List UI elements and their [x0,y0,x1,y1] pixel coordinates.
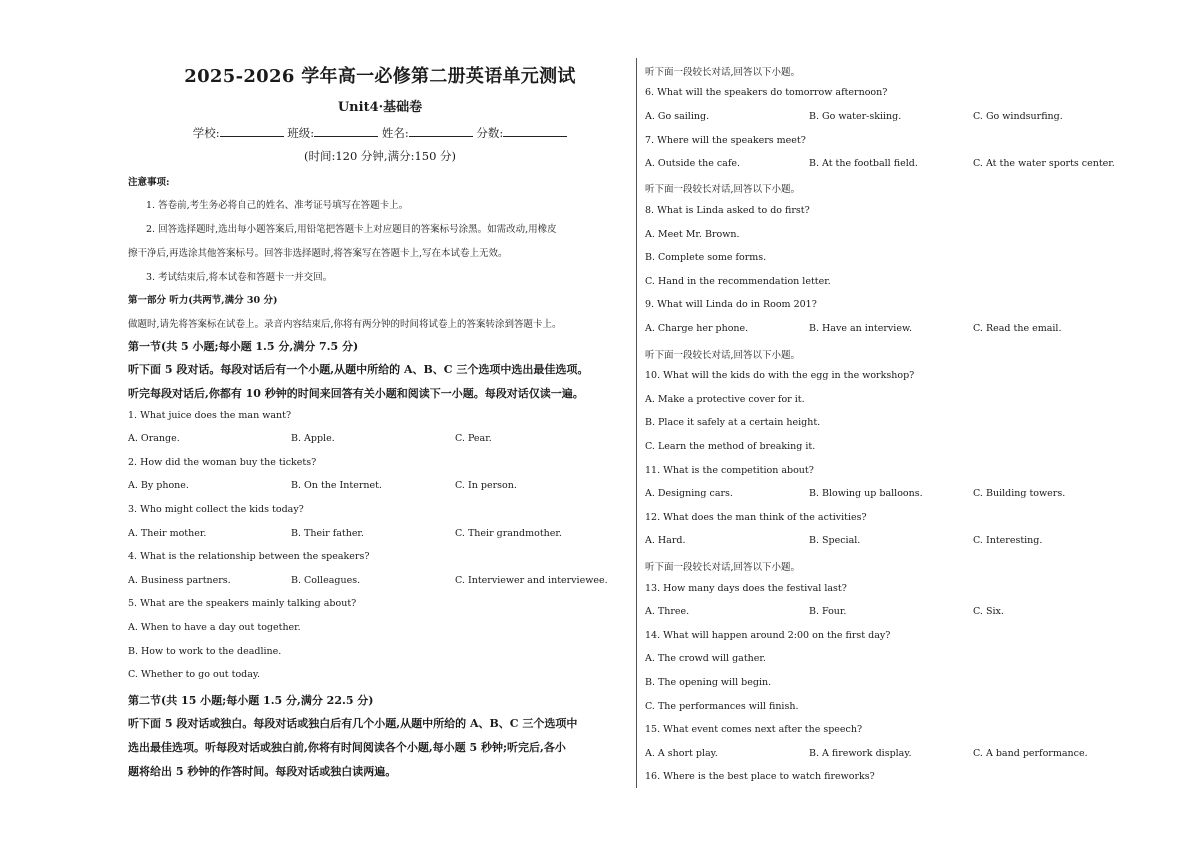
note-1: 1. 答卷前,考生务必将自己的姓名、准考证号填写在答题卡上。 [146,200,409,211]
sec1-instr-a: 听下面 5 段对话。每段对话后有一个小题,从题中所给的 A、B、C 三个选项中选出最佳选项。 [128,363,589,376]
q11-stem: 11. What is the competition about? [645,465,814,476]
q14-option-a[interactable]: A. The crowd will gather. [645,653,766,664]
q9-option-a[interactable]: A. Charge her phone. [645,323,749,334]
student-info-line [128,124,632,141]
q5-stem: 5. What are the speakers mainly talking about? [128,598,357,609]
q3-stem: 3. Who might collect the kids today? [128,504,304,515]
class-label: 班级: [287,126,315,140]
q6-option-c[interactable]: C. Go windsurfing. [973,111,1063,122]
exam-subtitle: Unit4·基础卷 [337,100,423,115]
note-2b: 擦干净后,再选涂其他答案标号。回答非选择题时,将答案写在答题卡上,写在本试卷上无效。 [128,248,508,259]
q1-stem: 1. What juice does the man want? [128,410,292,421]
score-label: 分数: [476,126,504,140]
q12-option-c[interactable]: C. Interesting. [973,535,1043,546]
q8-stem: 8. What is Linda asked to do first? [645,205,810,216]
q8-option-c[interactable]: C. Hand in the recommendation letter. [645,276,831,287]
notes-heading: 注意事项: [128,177,170,188]
q3-option-c[interactable]: C. Their grandmother. [455,528,562,539]
q4-option-c[interactable]: C. Interviewer and interviewee. [455,575,608,586]
lead-3: 听下面一段较长对话,回答以下小题。 [645,350,801,361]
q16-stem: 16. Where is the best place to watch fireworks? [645,771,875,782]
sec1-heading: 第一节(共 5 小题;每小题 1.5 分,满分 7.5 分) [128,340,359,353]
name-label: 姓名: [381,126,409,140]
part1-heading: 第一部分 听力(共两节,满分 30 分) [128,295,278,306]
q9-option-c[interactable]: C. Read the email. [973,323,1062,334]
q11-option-c[interactable]: C. Building towers. [973,488,1066,499]
q10-option-c[interactable]: C. Learn the method of breaking it. [645,441,816,452]
q15-stem: 15. What event comes next after the speech? [645,724,863,735]
q10-stem: 10. What will the kids do with the egg in the workshop? [645,370,915,381]
q11-option-b[interactable]: B. Blowing up balloons. [809,488,923,499]
q1-option-b[interactable]: B. Apple. [291,433,335,444]
q9-option-b[interactable]: B. Have an interview. [809,323,912,334]
q15-option-a[interactable]: A. A short play. [645,748,718,759]
q2-option-a[interactable]: A. By phone. [128,480,189,491]
score-blank[interactable] [503,124,567,137]
q15-option-b[interactable]: B. A firework display. [809,748,912,759]
sec2-instr-b: 选出最佳选项。听每段对话或独白前,你将有时间阅读各个小题,每小题 5 秒钟;听完后,各小 [128,741,566,754]
q13-stem: 13. How many days does the festival last? [645,583,847,594]
q4-stem: 4. What is the relationship between the speakers? [128,551,370,562]
q6-stem: 6. What will the speakers do tomorrow afternoon? [645,87,888,98]
lead-1: 听下面一段较长对话,回答以下小题。 [645,67,801,78]
sec2-heading: 第二节(共 15 小题;每小题 1.5 分,满分 22.5 分) [128,694,374,707]
q12-option-a[interactable]: A. Hard. [645,535,686,546]
note-3: 3. 考试结束后,将本试卷和答题卡一并交回。 [146,272,333,283]
q2-stem: 2. How did the woman buy the tickets? [128,457,317,468]
q10-option-b[interactable]: B. Place it safely at a certain height. [645,417,821,428]
q6-option-b[interactable]: B. Go water-skiing. [809,111,902,122]
q8-option-a[interactable]: A. Meet Mr. Brown. [645,229,740,240]
q5-option-b[interactable]: B. How to work to the deadline. [128,646,282,657]
q14-stem: 14. What will happen around 2:00 on the first day? [645,630,891,641]
sec2-instr-c: 题将给出 5 秒钟的作答时间。每段对话或独白读两遍。 [128,765,397,778]
lead-4: 听下面一段较长对话,回答以下小题。 [645,562,801,573]
q13-option-c[interactable]: C. Six. [973,606,1004,617]
q7-option-c[interactable]: C. At the water sports center. [973,158,1115,169]
q1-option-c[interactable]: C. Pear. [455,433,492,444]
column-divider [636,58,637,788]
q4-option-b[interactable]: B. Colleagues. [291,575,361,586]
q8-option-b[interactable]: B. Complete some forms. [645,252,767,263]
q13-option-a[interactable]: A. Three. [645,606,690,617]
school-label: 学校: [192,126,220,140]
q7-stem: 7. Where will the speakers meet? [645,135,806,146]
q2-option-c[interactable]: C. In person. [455,480,517,491]
q12-stem: 12. What does the man think of the activities? [645,512,867,523]
q7-option-a[interactable]: A. Outside the cafe. [645,158,740,169]
q11-option-a[interactable]: A. Designing cars. [645,488,733,499]
q6-option-a[interactable]: A. Go sailing. [645,111,710,122]
q3-option-b[interactable]: B. Their father. [291,528,364,539]
exam-title: 2025-2026 学年高一必修第二册英语单元测试 [184,66,576,87]
q14-option-b[interactable]: B. The opening will begin. [645,677,772,688]
q3-option-a[interactable]: A. Their mother. [128,528,207,539]
q15-option-c[interactable]: C. A band performance. [973,748,1088,759]
q5-option-a[interactable]: A. When to have a day out together. [128,622,301,633]
q5-option-c[interactable]: C. Whether to go out today. [128,669,261,680]
q14-option-c[interactable]: C. The performances will finish. [645,701,799,712]
time-info: (时间:120 分钟,满分:150 分) [303,149,457,163]
q1-option-a[interactable]: A. Orange. [128,433,180,444]
q2-option-b[interactable]: B. On the Internet. [291,480,382,491]
part1-intro: 做题时,请先将答案标在试卷上。录音内容结束后,你将有两分钟的时间将试卷上的答案转涂到答题卡上。 [128,319,562,330]
sec1-instr-b: 听完每段对话后,你都有 10 秒钟的时间来回答有关小题和阅读下一小题。每段对话仅读一遍。 [128,387,584,400]
note-2a: 2. 回答选择题时,选出每小题答案后,用铅笔把答题卡上对应题目的答案标号涂黑。如需改动,用橡皮 [146,224,557,235]
q4-option-a[interactable]: A. Business partners. [128,575,231,586]
sec2-instr-a: 听下面 5 段对话或独白。每段对话或独白后有几个小题,从题中所给的 A、B、C 三个选项中 [128,717,578,730]
q10-option-a[interactable]: A. Make a protective cover for it. [645,394,805,405]
q12-option-b[interactable]: B. Special. [809,535,861,546]
lead-2: 听下面一段较长对话,回答以下小题。 [645,184,801,195]
q9-stem: 9. What will Linda do in Room 201? [645,299,817,310]
name-blank[interactable] [409,124,473,137]
q7-option-b[interactable]: B. At the football field. [809,158,918,169]
q13-option-b[interactable]: B. Four. [809,606,847,617]
school-blank[interactable] [220,124,284,137]
class-blank[interactable] [314,124,378,137]
